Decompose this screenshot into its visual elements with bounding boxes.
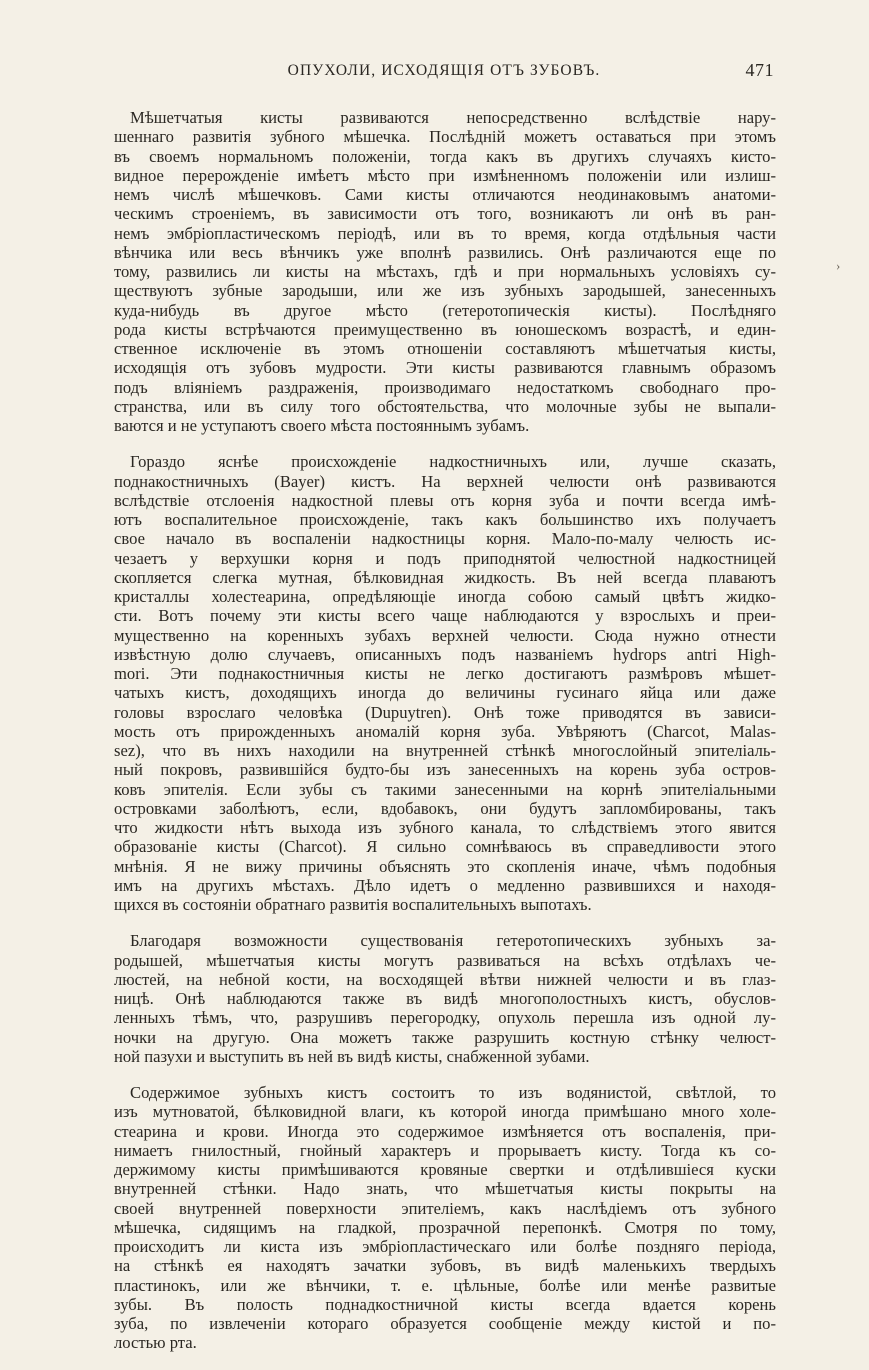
text-line: немъ числѣ мѣшечковъ. Сами кисты отличаются неодинаковымъ анатоми- bbox=[114, 185, 776, 204]
text-line: Содержимое зубныхъ кистъ состоитъ то изъ водянистой, свѣтлой, то bbox=[130, 1083, 776, 1102]
text-line: что жидкости нѣтъ выхода изъ зубного канала, то слѣдствіемъ этого явится bbox=[114, 818, 776, 837]
text-line: зуба, по извлеченіи котораго образуется сообщеніе между кистой и по- bbox=[114, 1314, 776, 1333]
text-line: ковъ эпителія. Если зубы съ такими занесенными на корнѣ эпителіальными bbox=[114, 779, 776, 799]
paragraph bbox=[114, 452, 776, 914]
text-line: извѣстную долю случаевъ, описанныхъ подъ названіемъ hydrops antri High- bbox=[114, 644, 776, 664]
text-line: мущественно на коренныхъ зубахъ верхней челюсти. Сюда нужно отнести bbox=[114, 625, 776, 645]
text-line: люстей, на небной кости, на восходящей вѣтви нижней челюсти и въ глаз- bbox=[114, 969, 776, 989]
text-line: мость отъ прирожденныхъ аномалій корня зуба. Увѣряютъ (Charcot, Malas- bbox=[114, 721, 776, 741]
text-line: Гораздо яснѣе происхожденіе надкостничныхъ или, лучше сказать, bbox=[130, 452, 776, 472]
text-line: поднакостничныхъ (Bayer) кистъ. На верхней челюсти онѣ развиваются bbox=[114, 471, 776, 491]
text-line: стеарина и крови. Иногда это содержимое измѣняется отъ воспаленія, при- bbox=[114, 1121, 776, 1141]
text-line: чезаетъ у верхушки корня и подъ приподнятой челюстной надкостницей bbox=[114, 548, 776, 568]
text-line: ницѣ. Онѣ наблюдаются также въ видѣ многополостныхъ кистъ, обуслов- bbox=[114, 989, 776, 1008]
text-line: держимому кисты примѣшиваются кровяные свертки и отдѣлившіеся куски bbox=[114, 1160, 776, 1179]
text-line: шеннаго развитія зубного мѣшечка. Послѣдній можетъ оставаться при этомъ bbox=[114, 127, 776, 147]
text-line: ственное исключеніе въ этомъ отношеніи составляютъ мѣшетчатыя кисты, bbox=[114, 339, 776, 358]
text-line: зубы. Въ полость поднадкостничной кисты всегда вдается корень bbox=[114, 1294, 776, 1314]
text-line: имъ на другихъ мѣстахъ. Дѣло идетъ о медленно развившихся и находя- bbox=[114, 875, 776, 895]
running-head bbox=[114, 60, 774, 88]
text-line: ночки на другую. Она можетъ также разрушить костную стѣнку челюст- bbox=[114, 1027, 776, 1047]
text-line: головы взрослаго человѣка (Dupuytren). Онѣ тоже приводятся въ зависи- bbox=[114, 702, 776, 722]
text-line: скопляется слегка мутная, бѣлковидная жидкость. Въ ней всегда плаваютъ bbox=[114, 567, 776, 587]
text-line: щихся въ состояніи обратнаго развитія воспалительныхъ выпотахъ. bbox=[114, 895, 592, 914]
text-line: ленныхъ тѣмъ, что, разрушивъ перегородку, опухоль перешла изъ одной лу- bbox=[114, 1008, 776, 1028]
text-line: ваются и не уступаютъ своего мѣста постояннымъ зубамъ. bbox=[114, 416, 530, 435]
text-line: своей внутренней поверхности эпителіемъ, какъ наслѣдіемъ отъ зубного bbox=[114, 1198, 776, 1218]
text-line: ной пазухи и выступить въ ней въ видѣ кисты, снабженной зубами. bbox=[114, 1046, 590, 1066]
text-line: мнѣнія. Я не вижу причины объяснять это скопленія иначе, чѣмъ подобныя bbox=[114, 856, 776, 876]
text-line: странства, или въ силу того обстоятельства, что молочные зубы не выпали- bbox=[114, 396, 776, 416]
text-line: изъ мутноватой, бѣлковидной влаги, къ которой иногда примѣшано много холе- bbox=[114, 1102, 776, 1122]
text-line: рода кисты встрѣчаются преимущественно въ юношескомъ возрастѣ, и един- bbox=[114, 319, 776, 339]
text-line: нимаетъ гнилостный, гнойный характеръ и прорываетъ кисту. Тогда къ со- bbox=[114, 1140, 776, 1160]
paragraph bbox=[114, 108, 776, 435]
text-line: ческимъ строеніемъ, въ зависимости отъ того, возникаютъ ли онѣ въ ран- bbox=[114, 204, 776, 224]
running-title: ОПУХОЛИ, ИСХОДЯЩІЯ ОТЪ ЗУБОВЪ. bbox=[287, 62, 601, 79]
text-line: ютъ воспалительное происхожденіе, такъ какъ большинство ихъ получаетъ bbox=[114, 510, 776, 529]
text-line: Мѣшетчатыя кисты развиваются непосредственно вслѣдствіе нару- bbox=[130, 108, 776, 127]
text-line: кристаллы холестеарина, опредѣляющіе иногда собою самый цвѣтъ жидко- bbox=[114, 587, 776, 606]
text-line: куда-нибудь въ другое мѣсто (гетеротопическія кисты). Послѣдняго bbox=[114, 300, 776, 320]
text-line: островками заболѣютъ, если, вдобавокъ, они будутъ запломбированы, такъ bbox=[114, 798, 776, 818]
text-line: исходящія отъ зубовъ мудрости. Эти кисты развиваются главнымъ образомъ bbox=[114, 358, 776, 378]
text-line: вѣнчика или весь вѣнчикъ уже вполнѣ развились. Онѣ различаются еще по bbox=[114, 242, 776, 262]
text-line: ный покровъ, развившійся будто-бы изъ занесенныхъ на корень зуба остров- bbox=[114, 760, 776, 780]
margin-mark: › bbox=[836, 258, 841, 273]
text-line: sez), что въ нихъ находили на внутренней стѣнкѣ многослойный эпителіаль- bbox=[114, 741, 776, 760]
text-line: видное перерожденіе имѣетъ мѣсто при измѣненномъ положеніи или излиш- bbox=[114, 165, 776, 185]
page-number: 471 bbox=[745, 60, 774, 80]
text-line: пластинокъ, или же вѣнчики, т. е. цѣльные, болѣе или менѣе развитые bbox=[114, 1275, 776, 1295]
text-line: родышей, мѣшетчатыя кисты могутъ развиваться на всѣхъ отдѣлахъ че- bbox=[114, 950, 776, 970]
text-line: образованіе кисты (Charcot). Я сильно сомнѣваюсь въ справедливости этого bbox=[114, 837, 776, 857]
text-line: чатыхъ кистъ, доходящихъ иногда до величины гусинаго яйца или даже bbox=[114, 683, 776, 703]
text-line: происходитъ ли киста изъ эмбріопластическаго или болѣе поздняго періода, bbox=[114, 1237, 776, 1256]
text-line: внутренней стѣнки. Надо знать, что мѣшетчатыя кисты покрыты на bbox=[114, 1179, 776, 1199]
paragraph bbox=[114, 931, 776, 1066]
text-line: тому, развились ли кисты на мѣстахъ, гдѣ и при нормальныхъ условіяхъ су- bbox=[114, 262, 776, 281]
text-line: ществуютъ зубные зародыши, или же изъ зубныхъ зародышей, занесенныхъ bbox=[114, 281, 776, 301]
text-line: мѣшечка, сидящимъ на гладкой, прозрачной перепонкѣ. Смотря по тому, bbox=[114, 1217, 776, 1237]
text-line: сти. Вотъ почему эти кисты всего чаще наблюдаются у взрослыхъ и преи- bbox=[114, 606, 776, 626]
text-line: немъ эмбріопластическомъ періодѣ, или въ то время, когда отдѣльныя части bbox=[114, 223, 776, 243]
text-line: свое начало въ воспаленіи надкостницы корня. Мало-по-малу челюсть ис- bbox=[114, 529, 776, 549]
text-line: вслѣдствіе отслоенія надкостной плевы отъ корня зуба и почти всегда имѣ- bbox=[114, 490, 776, 510]
paragraph bbox=[114, 1083, 776, 1353]
text-line: на стѣнкѣ ея находятъ зачатки зубовъ, въ видѣ маленькихъ твердыхъ bbox=[114, 1256, 776, 1276]
body-text bbox=[114, 108, 776, 1370]
text-line: Благодаря возможности существованія гетеротопическихъ зубныхъ за- bbox=[130, 931, 776, 951]
text-line: лостью рта. bbox=[114, 1333, 197, 1353]
text-line: подъ вліяніемъ раздраженія, производимаго недостаткомъ свободнаго про- bbox=[114, 377, 776, 397]
text-line: въ своемъ нормальномъ положеніи, тогда какъ въ другихъ случаяхъ кисто- bbox=[114, 146, 776, 166]
text-line: mori. Эти поднакостничныя кисты не легко достигаютъ размѣровъ мѣшет- bbox=[114, 664, 776, 683]
